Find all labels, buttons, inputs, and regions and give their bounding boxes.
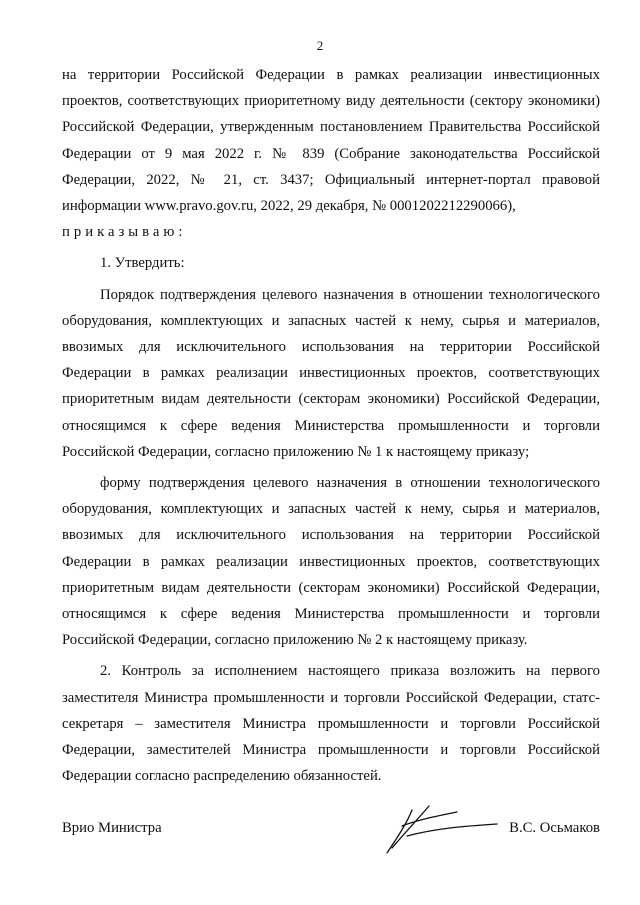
handwritten-signature	[367, 798, 507, 858]
document-body	[62, 62, 600, 789]
legal-basis-text: на территории Российской Федерации в рамках реализации инвестиционных проектов, соответствующих приоритетному виду деятельности (сектору экономики) Российской Федерации, утвержденным постановлением Правительства Российской Федерации от 9 мая 2022 г. № 839 (Собрание законодательства Российской Федерации, 2022, № 21, ст. 3437; Официальный интернет-портал правовой информации www.pravo.gov.ru, 2022, 29 декабря, № 0001202212290066),	[62, 67, 600, 215]
signature-block	[62, 820, 600, 860]
item-2-control: 2. Контроль за исполнением настоящего приказа возложить на первого заместителя Министра промышленности и торговли Российской Федерации, статс-секретаря – заместителя Министра промышленности и торговли Российской Федерации, заместителей Министра промышленности и торговли Российской Федерации согласно распределению обязанностей.	[62, 663, 600, 785]
paragraph-form: форму подтверждения целевого назначения в отношении технологического оборудования, комплектующих и запасных частей к нему, сырья и материалов, ввозимых для исключительного использования на территории Российской Федерации в рамках реализации инвестиционных проектов, соответствующих приоритетным видам деятельности (секторам экономики) Российской Федерации, относящимся к сфере ведения Министерства промышленности и торговли Российской Федерации, согласно приложению № 2 к настоящему приказу.	[62, 475, 600, 649]
item-1-approve: 1. Утвердить:	[100, 255, 185, 272]
page-number: 2	[316, 38, 324, 53]
order-word: приказываю:	[62, 224, 187, 241]
paragraph-legal-basis	[62, 62, 600, 245]
signer-name: В.С. Осьмаков	[509, 820, 600, 836]
paragraph-procedure: Порядок подтверждения целевого назначения в отношении технологического оборудования, комплектующих и запасных частей к нему, сырья и материалов, ввозимых для исключительного использования на территории Российской Федерации в рамках реализации инвестиционных проектов, соответствующих приоритетным видам деятельности (секторам экономики) Российской Федерации, относящимся к сфере ведения Министерства промышленности и торговли Российской Федерации, согласно приложению № 1 к настоящему приказу;	[62, 286, 600, 460]
signer-title: Врио Министра	[62, 820, 162, 836]
